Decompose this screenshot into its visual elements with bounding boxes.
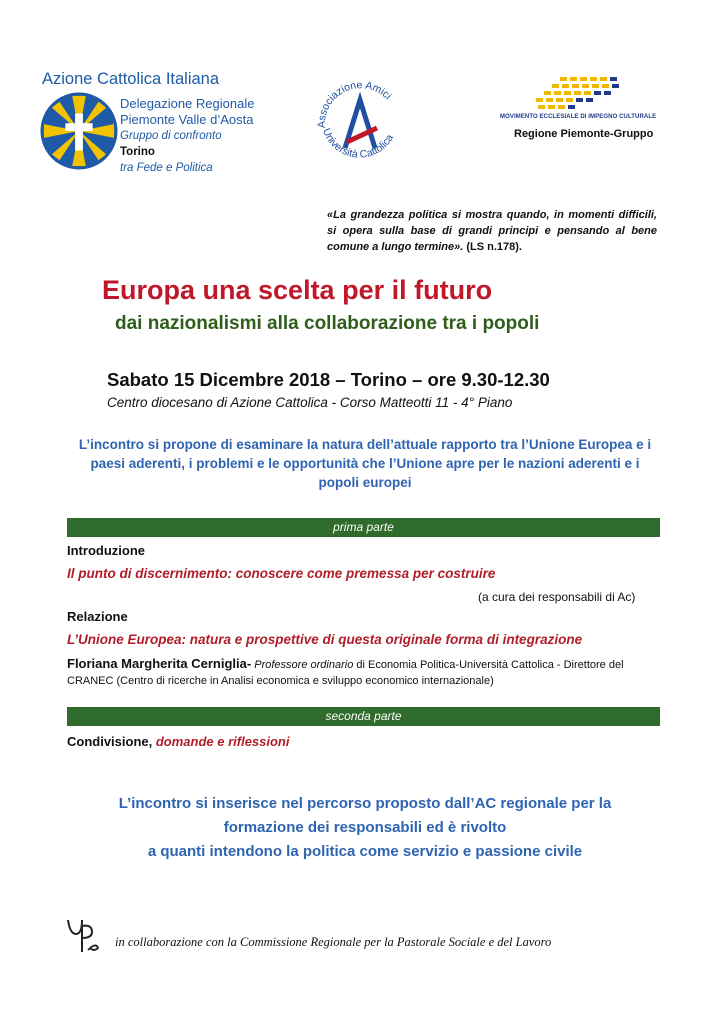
closing-line-1: L’incontro si inserisce nel percorso proposto dall’AC regionale per la <box>118 795 612 812</box>
meic-region: Regione Piemonte-Gruppo <box>514 128 654 140</box>
meic-logo-icon <box>530 75 625 115</box>
amici-arc-top: Associazione Amici <box>315 79 394 129</box>
section-bar-part-2: seconda parte <box>67 707 660 726</box>
part2-label: Condivisione, <box>67 734 153 749</box>
ac-line-4: Torino <box>120 146 155 158</box>
quote <box>327 207 657 255</box>
talk-label: Relazione <box>67 609 128 624</box>
part2-line <box>67 733 290 751</box>
ac-title: Azione Cattolica Italiana <box>42 70 220 88</box>
closing-paragraph <box>70 792 660 864</box>
upe-logo-icon <box>60 912 104 956</box>
intro-label: Introduzione <box>67 543 145 558</box>
azione-cattolica-logo-icon <box>40 92 118 170</box>
section-bar-part-1: prima parte <box>67 518 660 537</box>
ac-line-3: Gruppo di confronto <box>120 130 222 142</box>
speaker-role: di Economia Politica-Università Cattolica - Direttore del CRANEC (Centro di ricerche in Analisi economica e sviluppo economico internazionale) <box>67 659 624 687</box>
ac-line-2: Piemonte Valle d’Aosta <box>120 112 254 127</box>
speaker-name: Floriana Margherita Cerniglia- <box>67 656 252 671</box>
quote-text: «La grandezza politica si mostra quando, in momenti difficili, si opera sulla base di grandi principi e pensando al bene comune a lungo termine». <box>327 209 657 253</box>
collaboration-note: in collaborazione con la Commissione Regionale per la Pastorale Sociale e del Lavoro <box>115 935 552 949</box>
svg-text:Università Cattolica <box>320 127 396 161</box>
ac-line-1: Delegazione Regionale <box>120 96 255 111</box>
closing-line-2: formazione dei responsabili ed è rivolto <box>223 819 507 836</box>
meic-name: MOVIMENTO ECCLESIALE DI IMPEGNO CULTURALE <box>500 114 657 120</box>
ac-delegation <box>120 96 254 176</box>
speaker-role-italic: Professore ordinario <box>251 659 354 671</box>
intro-paragraph: L’incontro si propone di esaminare la natura dell’attuale rapporto tra l’Unione Europea e i paesi aderenti, i problemi e le opportunità che l’Unione apre per le nazioni aderenti e i popoli europei <box>78 437 652 490</box>
closing-line-3: a quanti intendono la politica come servizio e passione civile <box>147 843 583 860</box>
quote-ref: (LS n.178). <box>463 241 522 253</box>
event-date: Sabato 15 Dicembre 2018 – Torino – ore 9.30-12.30 <box>107 369 550 390</box>
intro-title: Il punto di discernimento: conoscere come premessa per costruire <box>67 566 496 581</box>
main-title: Europa una scelta per il futuro <box>102 275 493 305</box>
event-venue: Centro diocesano di Azione Cattolica - Corso Matteotti 11 - 4° Piano <box>107 395 513 410</box>
part2-red: domande e riflessioni <box>152 734 290 749</box>
associazione-amici-logo-icon <box>305 68 415 178</box>
talk-title: L’Unione Europea: natura e prospettive di questa originale forma di integrazione <box>67 632 583 647</box>
amici-arc-bottom: Università Cattolica <box>320 126 396 161</box>
speaker-info <box>67 656 667 689</box>
intro-note: (a cura dei responsabili di Ac) <box>478 590 636 604</box>
ac-line-5: tra Fede e Politica <box>120 162 213 174</box>
sub-title: dai nazionalismi alla collaborazione tra i popoli <box>115 313 540 334</box>
